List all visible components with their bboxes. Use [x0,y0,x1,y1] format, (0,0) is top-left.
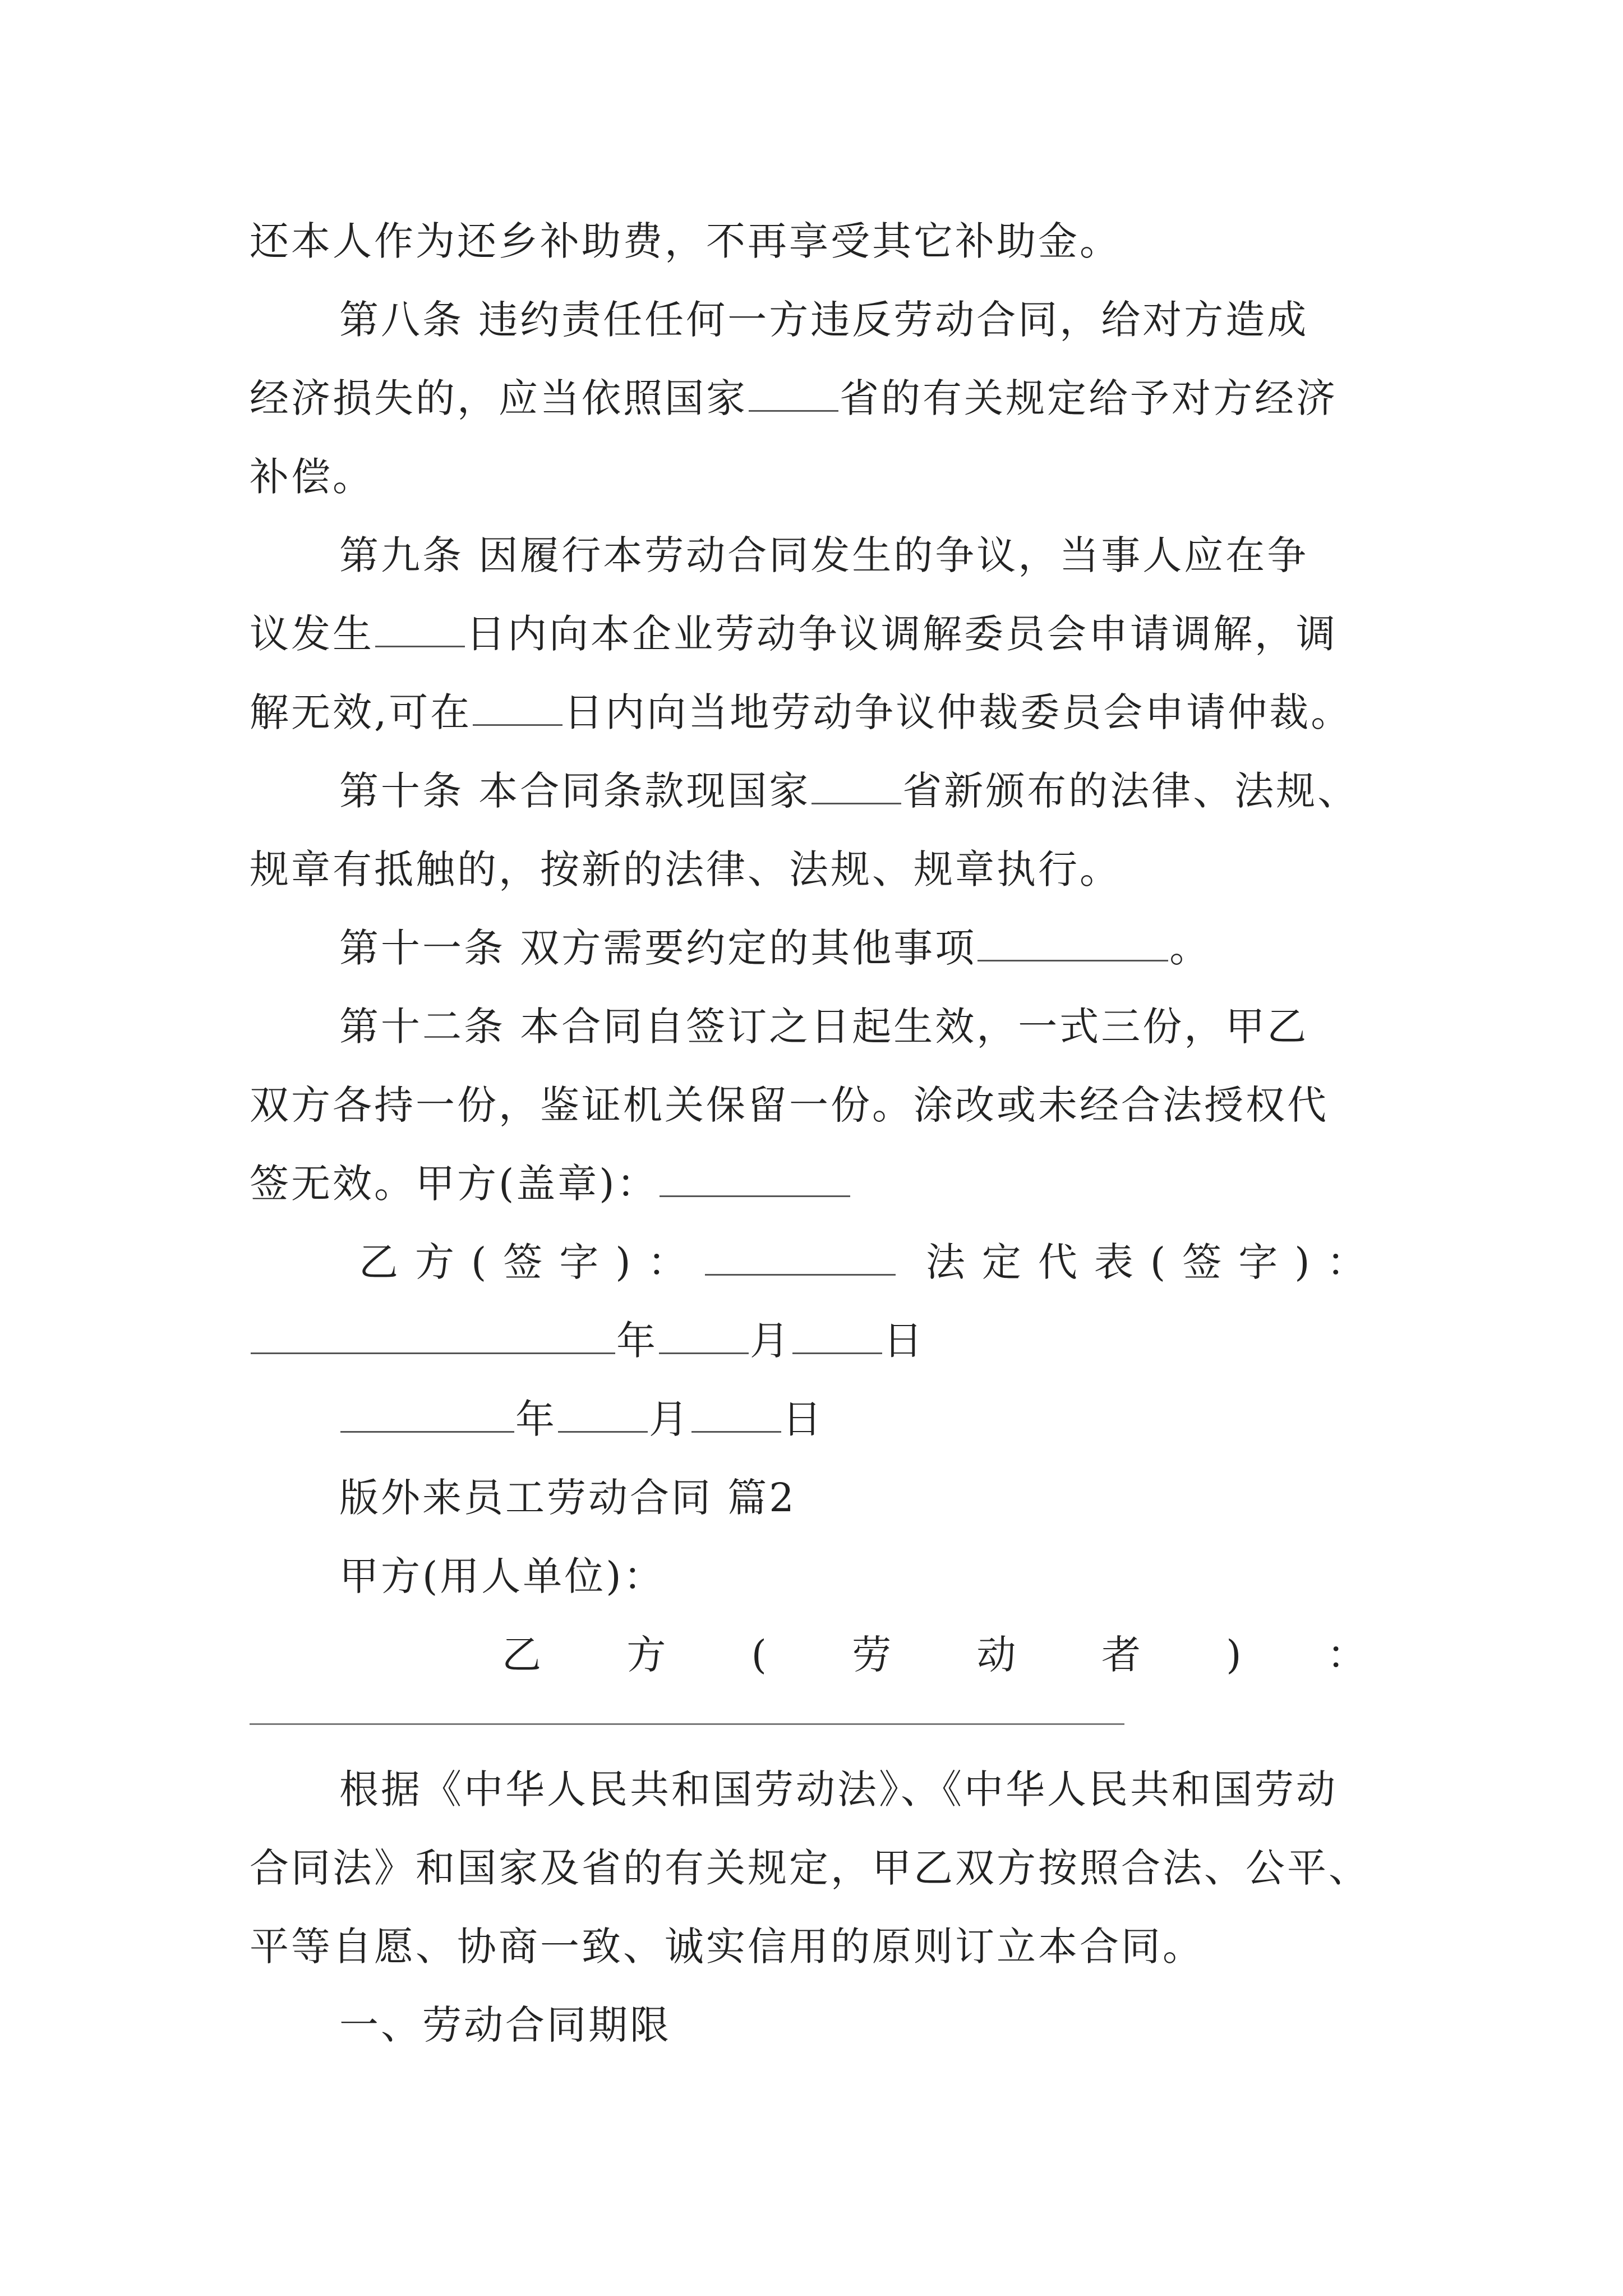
fill-blank [749,410,838,412]
fill-blank [375,646,465,647]
section-2-title: 版外来员工劳动合同 篇2 [339,1475,796,1521]
party-b-label: 乙 方 ( 劳 动 者 ) ： [502,1632,1368,1678]
fill-blank [473,724,562,726]
article-12-line-1: 第十二条 本合同自签订之日起生效，一式三份，甲乙 [339,1004,1309,1050]
article-10-line-2: 规章有抵触的，按新的法律、法规、规章执行。 [250,846,1121,892]
party-b-blank-line [250,1723,1124,1725]
basis-paragraph-line-1: 根据《中华人民共和国劳动法》、《中华人民共和国劳动 [339,1766,1338,1812]
party-a-label: 甲方(用人单位)： [339,1553,665,1599]
article-8-line-1: 第八条 违约责任任何一方违反劳动合同，给对方造成 [339,297,1309,343]
section-heading: 一、劳动合同期限 [339,2002,671,2048]
basis-paragraph-line-2: 合同法》和国家及省的有关规定，甲乙双方按照合法、公平、 [250,1845,1370,1891]
article-12-line-2: 双方各持一份，鉴证机关保留一份。涂改或未经合法授权代 [250,1082,1329,1128]
date-blank [558,1431,648,1433]
date-blank [691,1431,781,1433]
date-line-2: 年 月 日 [339,1400,824,1439]
date-blank [340,1431,514,1433]
article-8-line-3: 补偿。 [250,454,374,500]
article-8-line-2: 经济损失的，应当依照国家 省的有关规定给予对方经济 [250,375,1338,421]
article-9-line-1: 第九条 因履行本劳动合同发生的争议，当事人应在争 [339,532,1309,578]
date-line-1: 年 月 日 [250,1321,925,1360]
article-10-line-1: 第十条 本合同条款现国家 省新颁布的法律、法规、 [339,768,1359,814]
article-11-line: 第十一条 双方需要约定的其他事项 。 [339,925,1211,971]
article-9-line-2: 议发生 日内向本企业劳动争议调解委员会申请调解，调 [250,611,1338,657]
text-line: 还本人作为还乡补助费，不再享受其它补助金。 [250,218,1121,264]
fill-blank [811,803,901,804]
date-blank [251,1352,615,1354]
party-a-seal-blank [660,1195,850,1197]
fill-blank [978,960,1168,961]
article-9-line-3: 解无效,可在 日内向当地劳动争议仲裁委员会申请仲裁。 [250,689,1353,735]
party-b-sign-blank [705,1274,896,1276]
date-blank [659,1352,749,1354]
signature-line: 乙方(签字)： 法定代表(签字)： [359,1239,1383,1285]
article-12-line-3: 签无效。甲方(盖章)： [250,1164,851,1203]
basis-paragraph-line-3: 平等自愿、协商一致、诚实信用的原则订立本合同。 [250,1924,1204,1970]
date-blank [792,1352,882,1354]
